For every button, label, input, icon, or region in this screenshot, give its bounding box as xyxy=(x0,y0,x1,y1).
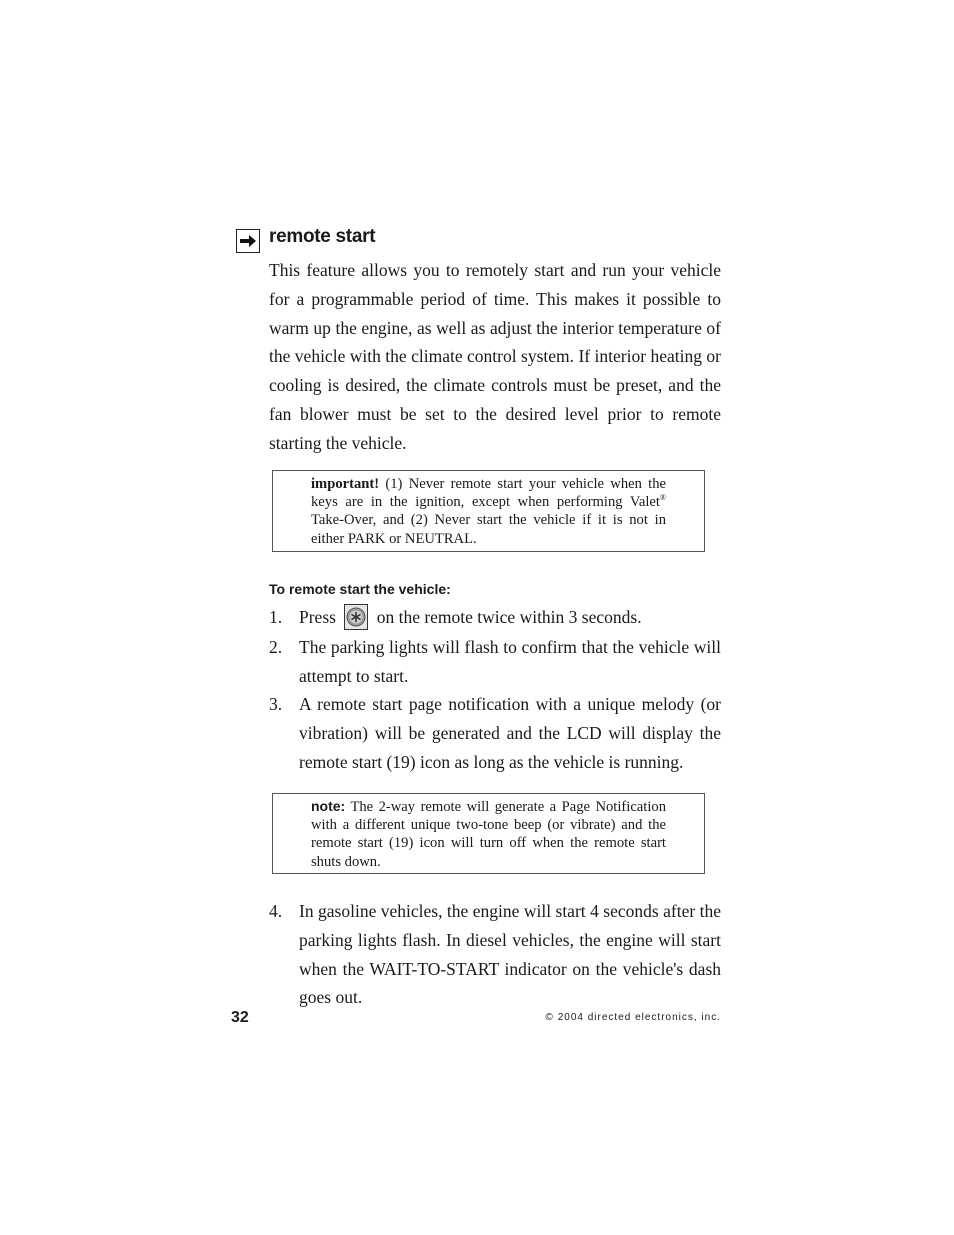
intro-paragraph: This feature allows you to remotely start and run your vehicle for a programmable period of time. This makes it possible to warm up the engine, as well as adjust the interior temperature of the vehicle with the climate control system. If interior heating or cooling is desired, the climate controls must be preset, and the fan blower must be set to the desired level prior to remote starting the vehicle. xyxy=(269,260,721,453)
important-text: important! (1) Never remote start your vehicle when the keys are in the ignition, except when performing Valet® Take-Over, and (2) Never start the vehicle if it is not in either PARK or NEUTRAL. xyxy=(311,476,666,547)
note-box xyxy=(272,793,705,874)
page-number: 32 xyxy=(231,1009,249,1026)
step-text: The parking lights will flash to confirm that the vehicle will attempt to start. xyxy=(299,637,721,686)
procedure-subheading: To remote start the vehicle: xyxy=(269,581,451,597)
step-item xyxy=(269,633,721,691)
step-text: In gasoline vehicles, the engine will start 4 seconds after the parking lights flash. In diesel vehicles, the engine will start when the WAIT-TO-START indicator on the vehicle's dash goes out. xyxy=(299,901,721,1008)
arrow-right-icon xyxy=(239,234,257,248)
note-text: note: The 2-way remote will generate a Page Notification with a different unique two-tone beep (or vibrate) and the remote start (19) icon will turn off when the remote start shuts down. xyxy=(311,798,666,870)
copyright-notice: © 2004 directed electronics, inc. xyxy=(545,1012,721,1023)
important-label: important! xyxy=(311,476,380,492)
remote-start-button-icon xyxy=(344,604,368,630)
step-number: 3. xyxy=(269,694,283,714)
step-number: 4. xyxy=(269,901,283,921)
step-number: 2. xyxy=(269,637,283,657)
step-item xyxy=(269,690,721,776)
step-item xyxy=(269,897,721,1012)
important-box xyxy=(272,470,705,552)
step-text: A remote start page notification with a unique melody (or vibration) will be generated and the LCD will display the remote start (19) icon as long as the vehicle is running. xyxy=(299,694,721,772)
section-heading: remote start xyxy=(269,226,376,247)
section-arrow-icon xyxy=(236,229,260,253)
step-number: 1. xyxy=(269,607,283,627)
step-text: Press on the remote twice within 3 seconds. xyxy=(299,603,721,632)
step-item xyxy=(269,603,721,632)
note-label: note: xyxy=(311,798,346,814)
registered-mark: ® xyxy=(659,493,666,503)
